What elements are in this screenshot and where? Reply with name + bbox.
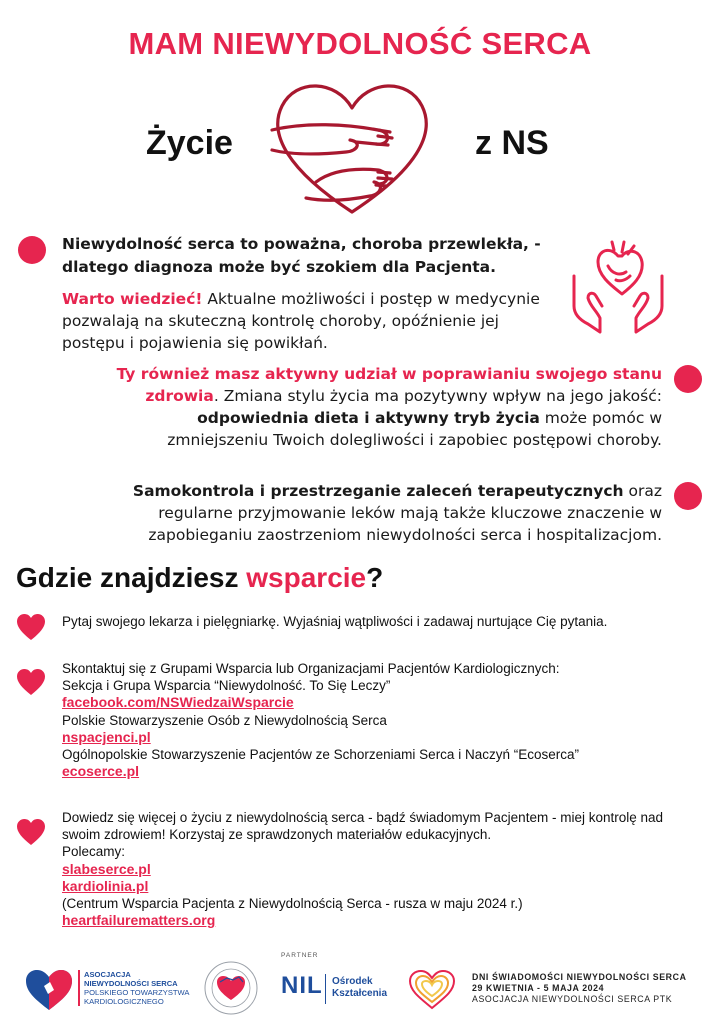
osrodek-line2: Kształcenia bbox=[332, 988, 388, 999]
heart-icon bbox=[16, 613, 46, 641]
groups-association-name: Polskie Stowarzyszenie Osób z Niewydolnością Serca bbox=[62, 712, 387, 728]
support-heading-b: ? bbox=[366, 562, 384, 593]
heartfailurematters-link[interactable]: heartfailurematters.org bbox=[62, 912, 216, 929]
learn-center-note: (Centrum Wsparcia Pacjenta z Niewydolnością Serca - rusza w maju 2024 r.) bbox=[62, 896, 523, 912]
assoc-line3: POLSKIEGO TOWARZYSTWA bbox=[84, 988, 190, 997]
nil-divider bbox=[325, 974, 326, 1004]
association-text bbox=[78, 970, 190, 1006]
support-heading-a: Gdzie znajdziesz bbox=[16, 562, 247, 593]
fact-text: Aktualne możliwości i postęp w medycynie pozwalają na skuteczną kontrolę choroby, opóźnienie jej postępu i pojawienia się powikłań. bbox=[62, 290, 540, 352]
partner-label: PARTNER bbox=[281, 952, 319, 959]
event-line3: ASOCJACJA NIEWYDOLNOŚCI SERCA PTK bbox=[472, 994, 673, 1004]
page-title: MAM NIEWYDOLNOŚĆ SERCA bbox=[128, 26, 592, 61]
selfcontrol-text: oraz regularne przyjmowanie leków mają także kluczowe znaczenie w zapobieganiu zaostrzeniom niewydolności serca i hospitalizacjom. bbox=[148, 482, 662, 544]
support-item-groups bbox=[62, 660, 702, 780]
learn-recommend: Polecamy: bbox=[62, 844, 126, 860]
fact-paragraph bbox=[62, 288, 562, 354]
association-heart-icon bbox=[24, 968, 74, 1012]
awareness-heart-logo bbox=[406, 968, 458, 1012]
bullet-dot bbox=[674, 365, 702, 393]
ptk-seal-logo bbox=[203, 960, 259, 1016]
groups-ecoserca-name: Ogólnopolskie Stowarzyszenie Pacjentów ze Schorzeniami Serca i Naczyń “Ecoserca” bbox=[62, 747, 579, 763]
heart-icon bbox=[16, 668, 46, 696]
bullet-dot bbox=[18, 236, 46, 264]
hero-word-right: z NS bbox=[475, 124, 549, 162]
osrodek-text bbox=[332, 976, 387, 1000]
support-heading-highlight: wsparcie bbox=[246, 562, 367, 593]
heart-in-hands-icon bbox=[566, 236, 670, 336]
learn-intro: Dowiedz się więcej o życiu z niewydolnością serca - bądź świadomym Pacjentem - miej kontrolę nad swoim zdrowiem! Korzystaj ze sprawdzonych materiałów edukacyjnych. bbox=[62, 810, 664, 843]
support-item-doctor-text: Pytaj swojego lekarza i pielęgniarkę. Wyjaśniaj wątpliwości i zadawaj nurtujące Cię pytania. bbox=[62, 614, 608, 629]
event-line2: 29 KWIETNIA - 5 MAJA 2024 bbox=[472, 983, 605, 993]
osrodek-line1: Ośrodek bbox=[332, 976, 373, 987]
facebook-link[interactable]: facebook.com/NSWiedzaiWsparcie bbox=[62, 694, 294, 711]
event-line1: DNI ŚWIADOMOŚCI NIEWYDOLNOŚCI SERCA bbox=[472, 972, 687, 982]
assoc-line2: NIEWYDOLNOŚCI SERCA bbox=[84, 979, 178, 988]
intro-statement: Niewydolność serca to poważna, choroba przewlekła, - dlatego diagnoza może być szokiem dla Pacjenta. bbox=[62, 235, 541, 276]
heart-icon bbox=[16, 818, 46, 846]
fact-lead: Warto wiedzieć! bbox=[62, 290, 203, 308]
assoc-line4: KARDIOLOGICZNEGO bbox=[84, 997, 164, 1006]
kardiolinia-link[interactable]: kardiolinia.pl bbox=[62, 877, 149, 894]
nspacjenci-link[interactable]: nspacjenci.pl bbox=[62, 728, 151, 745]
nil-logo: NIL bbox=[281, 972, 323, 999]
hero-word-left: Życie bbox=[146, 124, 233, 162]
support-item-doctor bbox=[62, 613, 702, 630]
lifestyle-lead: Ty również masz aktywny udział w poprawianiu swojego stanu zdrowia bbox=[116, 365, 662, 405]
groups-intro: Skontaktuj się z Grupami Wsparcia lub Organizacjami Pacjentów Kardiologicznych: bbox=[62, 661, 560, 676]
heart-hug-icon bbox=[266, 72, 438, 220]
event-text bbox=[472, 972, 687, 1005]
support-heading bbox=[16, 562, 383, 594]
slabeserce-link[interactable]: slabeserce.pl bbox=[62, 860, 151, 877]
bullet-dot bbox=[674, 482, 702, 510]
lifestyle-paragraph bbox=[100, 363, 662, 451]
lifestyle-bold: odpowiednia dieta i aktywny tryb życia bbox=[197, 409, 540, 427]
selfcontrol-paragraph bbox=[100, 480, 662, 546]
selfcontrol-bold: Samokontrola i przestrzeganie zaleceń terapeutycznych bbox=[132, 482, 624, 500]
support-item-learn bbox=[62, 809, 702, 929]
groups-section-name: Sekcja i Grupa Wsparcia “Niewydolność. To Się Leczy” bbox=[62, 678, 391, 694]
lifestyle-text-b: może pomóc w zmniejszeniu Twoich dolegliwości i zapobiec postępowi choroby. bbox=[167, 409, 662, 449]
ecoserce-link[interactable]: ecoserce.pl bbox=[62, 763, 140, 780]
assoc-line1: ASOCJACJA bbox=[84, 970, 131, 979]
lifestyle-text-a: . Zmiana stylu życia ma pozytywny wpływ na jego jakość: bbox=[213, 387, 662, 405]
association-logo bbox=[24, 968, 74, 1012]
